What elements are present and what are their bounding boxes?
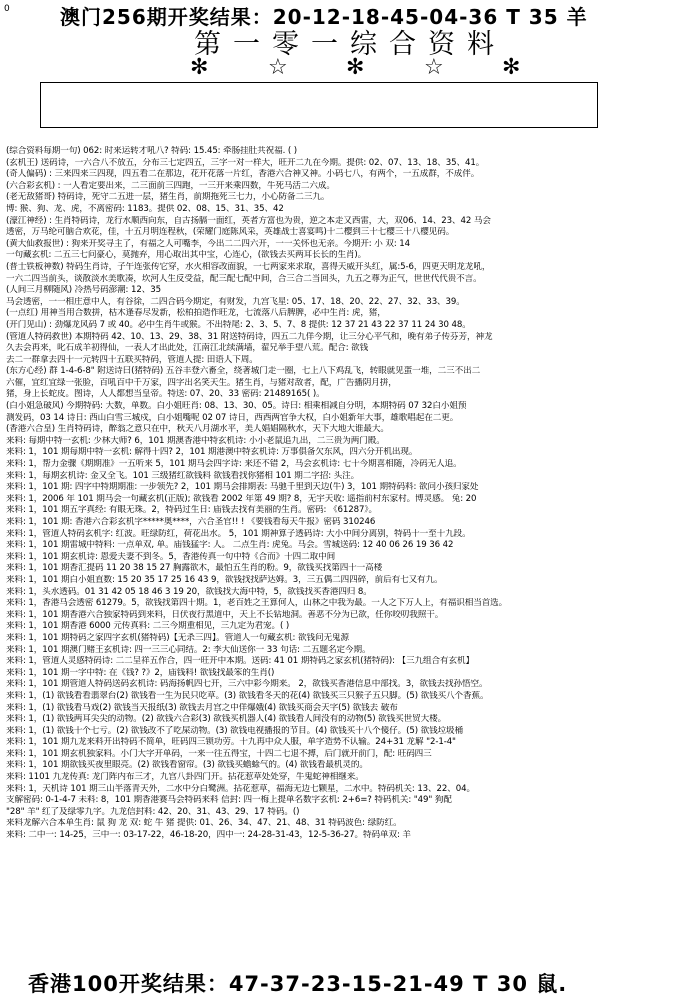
text-line: (濠江神经) : 生肖特码诗，龙行水顺西向东，自古扬膈一面红，英者方富也为贵，逆之本走又西雷，大，双06、14、23、42 马会 — [6, 215, 491, 226]
text-line: (奇人偏码) : 三来四来三四现，四五看二在那边，花开花落一片红，香港六合神又神。小码七八，有两个，一五成群，不成伴。 — [6, 169, 480, 180]
text-line: (老无敌猪哥) 特码诗，死守二五进一层，猪生肖，前期拖死三七力，小心防备二三九。 — [6, 192, 330, 203]
text-line: 一句藏玄机: 二五三七问豪心，莫抛弃，用心取出其中宝，心连心，(欲钱去买两耳长长的生肖)。 — [6, 250, 367, 261]
text-line: (一点红) 用神当用合数拼，枯木逢春尽发新，松柏拍造作旺龙，七流落八后脾脾，必中生肖: 虎，猪， — [6, 308, 386, 319]
text-line: 来料: 1，(1) 欲钱看看翡翠台(2) 欲钱看一生为民只吃草。(3) 欲钱看冬天的花(4) 欲钱买三只猴子五只脚。(5) 欲钱买八个香蕉。 — [6, 690, 489, 701]
text-line: 去二一群拿去四十一元转四十五联买特码，管道人提: 田语人下周。 — [6, 354, 258, 365]
text-line: 六催，宜红宜绿一张脸，百吼百中千万家，四字出名笑天生。猪生肖，与猪对敌者，配，广告播阴月拼， — [6, 377, 397, 388]
text-line: 来料: 1，101 期玄机诗: 恩爱夫妻不到冬。5，香港传真一句中特《合而》十四二取中间 — [6, 551, 336, 562]
text-line: 来料: 1，101 期一字中特: 在《钱? ?》2，庙钱料! 欲钱找最笨的生肖() — [6, 667, 275, 678]
subtitle: 第一零一综合资料 — [194, 29, 506, 60]
star-icon: ☆ — [268, 55, 288, 80]
text-line: 测发码，03 14 诗日: 西山白雪三城戍，白小姐嘴呢 02 07 诗日，西西两官争大权，白小姐新年大事，雄歌唱起在二更。 — [6, 412, 459, 423]
text-line: (人间三月柳随风) 冷热号码澎潮: 12、35 — [6, 285, 161, 296]
asterisk-icon: ✻ — [190, 55, 209, 80]
text-line: 来料: 1，101 期香汇提码 11 20 38 15 27 胸露欲木，最怕五生肖的粉。9，欲钱买找第四十一高楼 — [6, 563, 383, 574]
text-line: 来料: 1，香港马会透密 61279。5，欲钱找第四十期。1，老百姓之王算何人，山林之中我为最。一人之下万人上，有福识相当首选。 — [6, 598, 508, 609]
text-line: 博: 猴、狗、龙、虎，不离密码: 1183。提供 02、08、15、31、35、42 — [6, 203, 284, 214]
star-row — [170, 53, 550, 83]
text-line: (东方心经) 群 1-4-6-8" 附送诗曰(猪特码) 五谷丰登六畜全，绕著城门走一圈，七上八下鸡乱飞，转眼就见蛋一堆，二三不出二 — [6, 366, 481, 377]
text-line: 来料: 1，101 期欲钱买夜里眼亮。(2) 欲钱看窗帘。(3) 欲钱买蟾蜍气的。(4) 欲钱看最机灵的。 — [6, 760, 368, 771]
text-line: (综合资料每期一句) 062: 时来运转才吼八? 特码: 15.45: 牵肠挂肚共祝福. ( ) — [6, 146, 297, 156]
text-line: 来料: 1，(1) 欲钱十个七亏。(2) 欲钱改不了吃屎动物。(3) 欲钱电视播报的节目。(4) 欲钱买十八个傻仔。(5) 欲钱垃圾桶 — [6, 725, 464, 736]
star-icon: ☆ — [424, 55, 444, 80]
text-line: 来料: 1101 九龙传真: 龙门阵内布三才，九宫八卦四门开。拈花惹草处处穿，牛鬼蛇神相继来。 — [6, 772, 364, 783]
text-line: 来料: 1，101 期香港六合独家特码到来料，日伏夜行黑道中，天上不长钻地洞。善恶不分为已欲，任你咬叨我照干。 — [6, 609, 444, 620]
text-line: 来料: 1，(1) 欲钱看马戏(2) 欲钱当天报纸(3) 欲钱去月宫之中佯爆娥(4) 欲钱买商会天字(5) 欲钱去 破布 — [6, 702, 398, 713]
text-line: 来料: 1，101 期: 四字中特期期准: 一步领先? 2，101 期马会排期表: 马驰千里到天边(牛) 3，101 期特码料: 欲问小孩归家处 — [6, 482, 479, 493]
macau-result-header: 澳门256期开奖结果：20-12-18-45-04-36 T 35 羊 — [60, 5, 588, 29]
text-line: (香港六合皇) 生肖特码诗，醉翁之意只在中，秋天八月湖水平，美人娼娼隔秋水，天下大地大谁最大。 — [6, 424, 389, 435]
hongkong-result-footer: 香港100开奖结果：47-37-23-15-21-49 T 30 鼠. — [28, 972, 568, 996]
text-line: 来料龙解六合本单生肖: 鼠 狗 龙 双: 蛇 牛 猪 提供: 01、26、34、47、21、48、31 特码波色: 绿防红。 — [6, 818, 402, 829]
blank-box — [40, 82, 598, 128]
text-line: 猪，身上长蛇皮。图诗，人人都想当皇帝。特送: 07、20、33 密码: 21489165( )。 — [6, 389, 325, 400]
text-line: 来料: 1，101 期每期中特一玄机: 解得十四? 2，101 期港澳中特玄机诗: 万事俱备欠东风，四六分开机出现。 — [6, 447, 418, 458]
text-line: 来料: 1，101 期香港 6000 元传真料: 二三今期重相见，三九定为君宠。( ) — [6, 621, 290, 632]
text-line: 马会透密，一一相庄意中人，有谷徐，二四合码今期定，有财发，九宫飞星: 05、17、18、20、22、27、32、33、39。 — [6, 296, 465, 307]
corner-mark: 0 — [4, 4, 10, 14]
text-line: 来料: 1，管道人特码玄机字: 红波。旺绿防红，荷花出水。 5，101 期神算子透码诗: 大小中间分离别，特码十一至十九段。 — [6, 528, 471, 539]
text-line: 来料: 每期中特一玄机: 少林大师? 6，101 期澳香港中特玄机诗: 小小老鼠追九出，二三贵为两门殿。 — [6, 435, 385, 446]
text-line: 久去会再来，叱石成羊初得仙，一表人才出此处，江南江北续满墙，翟兄举手望八荒。配合: 欲钱 — [6, 343, 369, 354]
text-line: 来料: 1，(1) 欲钱两耳尖尖的动物。(2) 欲钱六合彩(3) 欲钱买机器人(4) 欲钱看人间没有的动物(5) 欲钱买世贸大楼。 — [6, 714, 447, 725]
asterisk-icon: ✻ — [502, 55, 521, 80]
text-line: 来料: 1，101 期五字真经: 有眼无珠。2，特码过生日: 庙钱去找有美丽的生肖。密码: 《61287》。 — [6, 505, 377, 516]
text-line: (白小姐急破风) 今期特码: 大数，单数。白小姐旺肖: 08、13、30、05。诗曰: 相乘相减自分明，本期特码 07 32白小姐预 — [6, 401, 467, 412]
text-line: 来料: 1，2006 年 101 期马会一句藏玄机(正版); 欲钱看 2002 年第 49 期? 8，无宇天收: 遥指前村东家村。博灵感。 兔: 20 — [6, 493, 477, 504]
text-line: 来料: 1，101 期雷城中特料: 一点单双, 单。庙钱猛字: 人。 二点生肖: 虎兔。马会。雪城送码: 12 40 06 26 19 36 42 — [6, 540, 454, 551]
text-line: 来料: 1，101 期九龙来料开出特码不简单，旺码四三锁功劳。十九再中众人服，单字造势不认输。24+31 龙解 "2-1-4" — [6, 737, 456, 748]
text-line: (管道人特码救世) 本期特码 42、10、13、29、38、31 附送特码诗，四五二九佯今期，让三分心平气和，晚有弟子传芬芳，神龙 — [6, 331, 493, 342]
text-line: (开门见山) : 劲爆龙风码 7 或 40。必中生肖牛或猴。不出特尾: 2、3、5、7、8 提供: 12 37 21 43 22 37 11 24 30 48。 — [6, 319, 471, 330]
text-line: 来料: 1，101 期澳门赌王玄机诗: 四一三三心同结。2: 李大仙送你一 33 句话: 二五题名定今期。 — [6, 644, 371, 655]
text-line: (普士铁板神数) 特码生肖诗，子午连张传它穿，水火相容改面貌，一七两家来求取，喜得天威开头红，属:5-6，四更天明龙龙吼， — [6, 261, 491, 272]
text-line: "28" 羊" 红了及绿零九字。九龙信封料: 42、20、31、43、29、17 特码。() — [6, 806, 300, 817]
text-line: 来料: 1，101 期白小姐直数: 15 20 35 17 25 16 43 9，欲钱找找萨达姆。3，三五偶二四四碎，前后有七又有九。 — [6, 574, 443, 585]
text-line: 来料: 1，头水透码。01 31 42 05 18 46 3 19 20，欲钱找大海中特，5，欲钱找买香港四归 8。 — [6, 586, 372, 597]
text-line: 来料: 1，101 期特码之家四字玄机(猪特码)【无杀三四】。管道人一句藏玄机: 欲钱问无鬼源 — [6, 632, 349, 643]
asterisk-icon: ✻ — [346, 55, 365, 80]
text-line: 来料: 1，帮力金骤《期期准》一五听来 5，101 期马会四字诗: 来还不错 2，马会玄机诗: 七十今期喜相随，冷码无人追。 — [6, 459, 462, 470]
text-line: 来料: 1，101 期玄机独家料。小门大字开单码，一来一往五得宝，十四二七退不搏，后门就开前门，配: 旺码四三 — [6, 748, 432, 759]
text-line: 来料: 1，管道人灵感特码诗: 二二呈祥五作合，四一旺开中本期。送码: 41 01 期特码之家玄机(猪特码): 【三九组合有玄机】 — [6, 656, 475, 667]
text-line: 来料: 1，每期玄机诗: 金又全飞。101 三级猪红欲钱料 欲钱看找你猪相 101 期二字招: 头注。 — [6, 470, 360, 481]
text-line: 来料: 1，101 期管道人特码送码玄机诗: 码海扬帆四七开，三六中彩今期来。 2，欲钱买香港信息中部找。3，欲钱去找孙悟空。 — [6, 679, 488, 690]
text-line: 来料: 1，天机诗 101 期三山半落青天外，二水中分白鹭洲。拈花惹草，福海无边七颗星，二水中。特码机关: 13、22、04。 — [6, 783, 476, 794]
text-line: (黄大仙救报世) : 狗来开奖寻主了，有福之人可嘴李，今出二二四六开，一一关怀也无亲。今期开: 小 双: 14 — [6, 238, 411, 249]
text-line: 支解密码: 0-1-4-7 未料: 8，101 期香港赛马会特码来料 信封: 四一梅上提单名数字玄机: 2+6=? 特码机关: "49" 狗配 — [6, 795, 452, 806]
text-line: 来料: 二中一: 14-25，三中一: 03-17-22，46-18-20，四中一: 24-28-31-43，12-5-36-27。特码单双: 羊 — [6, 830, 411, 841]
text-line: (玄机王) 送码诗，一六合八不放五，分布三七定四五，三字一对一样大，旺开二九在今期。提供: 02、07、13、18、35、41。 — [6, 157, 485, 168]
content-lines — [6, 146, 683, 842]
text-line: (六合彩玄机) : 一人看定要出来，二三面前三四跑，一三开来乘四数，牛死马活二六成。 — [6, 180, 335, 191]
text-line: 一六二四当前头，谈散淡水美歌凑，坎河人生反受益，配三配七配中间，合三合二当回头，九五之尊为正气，世世代代贵不言。 — [6, 273, 482, 284]
text-line: 透密，万马纶可脑合欢花，佳，十五月明连程秋，(荣耀门庭陈风采，英雄战士喜宴鸣)十二樱到三十七樱三十八樱见码。 — [6, 227, 455, 238]
text-line: 来料: 1，101 期: 香港六合彩玄机字*****奥****，六合圣官!! ! 《要钱看每天牛报》密码 310246 — [6, 517, 376, 527]
